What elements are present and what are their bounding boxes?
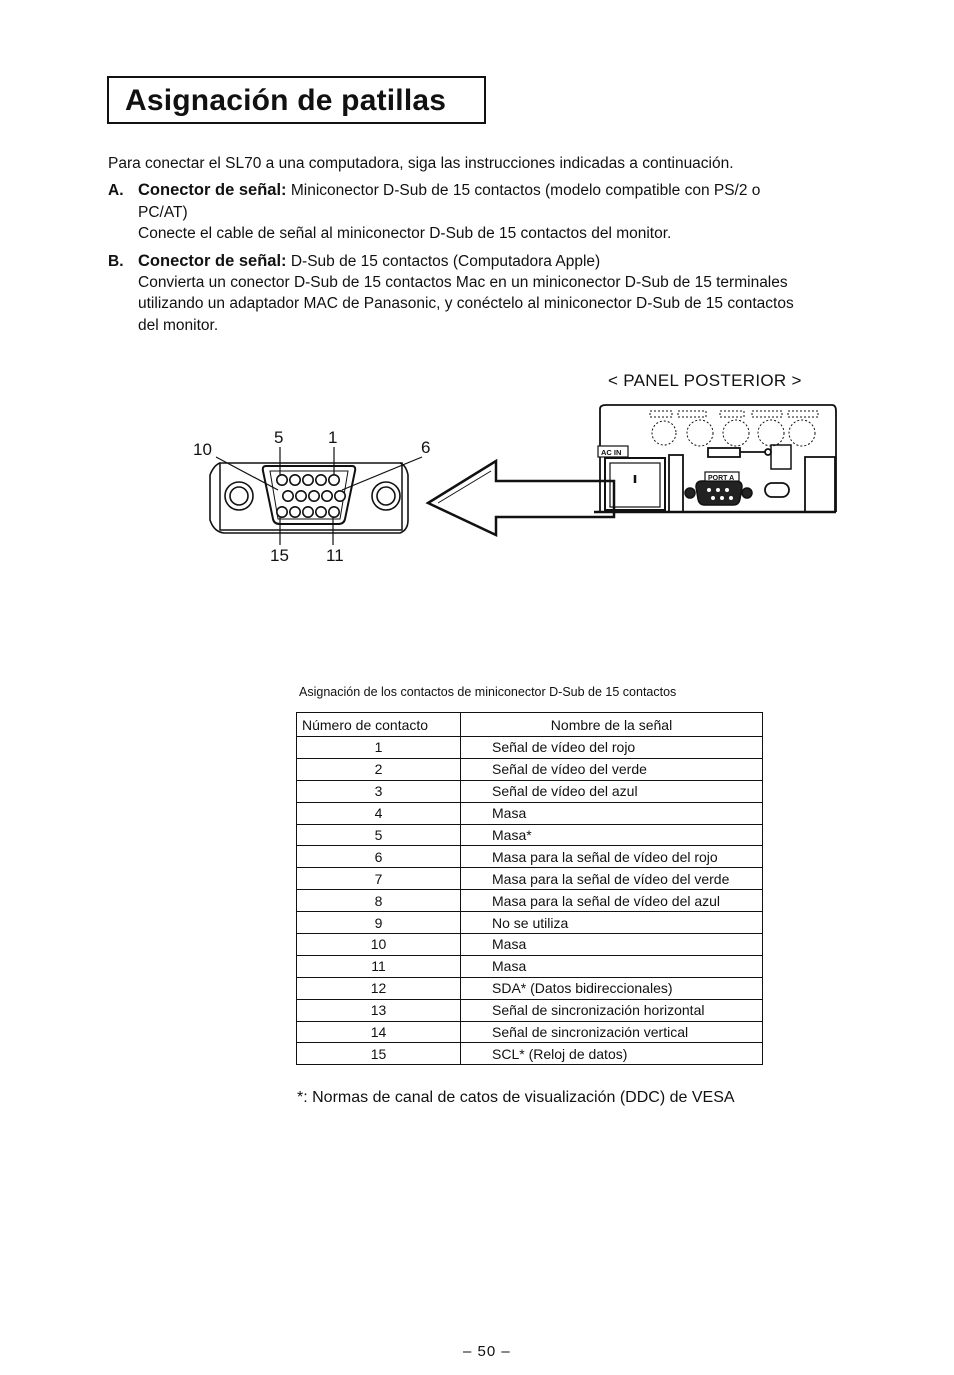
section-b-text: D-Sub de 15 contactos (Computadora Apple) [290,253,601,270]
section-b-instruction-2: utilizando un adaptador MAC de Panasonic, y conéctelo al miniconector D-Sub de 15 contactos [138,295,794,312]
table-row [297,999,763,1021]
pin-number-cell: 3 [297,780,461,802]
section-a-label: Conector de señal: [138,181,287,199]
section-b-letter: B. [108,253,124,270]
pin-number-cell: 8 [297,890,461,912]
signal-name-cell: Masa para la señal de vídeo del rojo [461,846,763,868]
signal-name-cell: Masa [461,802,763,824]
table-row [297,758,763,780]
ac-in-tag: AC IN [601,448,622,457]
pin-number-cell: 12 [297,977,461,999]
signal-name-cell: No se utiliza [461,912,763,934]
pin-label-10: 10 [193,440,212,459]
table-row [297,846,763,868]
signal-name-cell: SDA* (Datos bidireccionales) [461,977,763,999]
section-b-instruction-1: Convierta un conector D-Sub de 15 contactos Mac en un miniconector D-Sub de 15 terminales [138,274,788,291]
pin-number-cell: 5 [297,824,461,846]
table-row [297,977,763,999]
table-row [297,802,763,824]
pin-number-cell: 1 [297,737,461,759]
signal-name-cell: Señal de vídeo del rojo [461,737,763,759]
footnote: *: Normas de canal de catos de visualización (DDC) de VESA [297,1089,735,1106]
pin-label-6: 6 [421,438,431,457]
pin-number-cell: 7 [297,868,461,890]
table-row [297,824,763,846]
signal-name-cell: Señal de vídeo del azul [461,780,763,802]
pin-assignment-table [296,712,763,1065]
rear-panel-ports [685,481,752,505]
signal-name-cell: SCL* (Reloj de datos) [461,1043,763,1065]
page-number: – 50 – [463,1343,511,1360]
section-a-heading [108,181,760,200]
page-title: Asignación de patillas [107,76,486,124]
table-row [297,912,763,934]
section-a-text-cont: PC/AT) [138,204,188,221]
pin-label-11: 11 [326,546,344,565]
section-a-text: Miniconector D-Sub de 15 contactos (modelo compatible con PS/2 o [290,182,761,199]
table-row [297,1043,763,1065]
left-arrow-icon [428,461,614,535]
col-header-pin-number: Número de contacto [297,713,461,737]
table-row [297,780,763,802]
table-header-row [297,713,763,737]
table-row [297,737,763,759]
rear-panel-dials [650,411,818,446]
section-b-label: Conector de señal: [138,252,287,270]
signal-name-cell: Señal de sincronización horizontal [461,999,763,1021]
signal-name-cell: Masa* [461,824,763,846]
pin-number-cell: 11 [297,955,461,977]
table-row [297,934,763,956]
table-row [297,890,763,912]
signal-name-cell: Masa [461,955,763,977]
pin-number-cell: 13 [297,999,461,1021]
section-a-letter: A. [108,182,124,199]
pin-label-15: 15 [270,546,289,565]
pin-number-cell: 2 [297,758,461,780]
pin-number-cell: 9 [297,912,461,934]
col-header-signal-name: Nombre de la señal [461,713,763,737]
pin-number-cell: 6 [297,846,461,868]
connector-diagram [180,395,850,575]
signal-name-cell: Masa para la señal de vídeo del azul [461,890,763,912]
pin-label-5: 5 [274,428,284,447]
panel-label: < PANEL POSTERIOR > [608,371,802,390]
table-row [297,955,763,977]
port-a-tag: PORT A [708,475,735,482]
signal-name-cell: Señal de sincronización vertical [461,1021,763,1043]
intro-text: Para conectar el SL70 a una computadora, siga las instrucciones indicadas a continuación. [108,155,734,172]
dsub-pins [277,475,345,517]
section-a-instruction: Conecte el cable de señal al miniconector D-Sub de 15 contactos del monitor. [138,225,672,242]
signal-name-cell: Señal de vídeo del verde [461,758,763,780]
table-row [297,1021,763,1043]
section-b-heading [108,252,600,271]
pin-number-cell: 10 [297,934,461,956]
pin-label-1: 1 [328,428,338,447]
pin-number-cell: 4 [297,802,461,824]
section-b-instruction-3: del monitor. [138,317,219,334]
pin-number-cell: 15 [297,1043,461,1065]
pin-number-cell: 14 [297,1021,461,1043]
signal-name-cell: Masa [461,934,763,956]
signal-name-cell: Masa para la señal de vídeo del verde [461,868,763,890]
table-row [297,868,763,890]
table-caption: Asignación de los contactos de miniconector D-Sub de 15 contactos [299,685,677,699]
